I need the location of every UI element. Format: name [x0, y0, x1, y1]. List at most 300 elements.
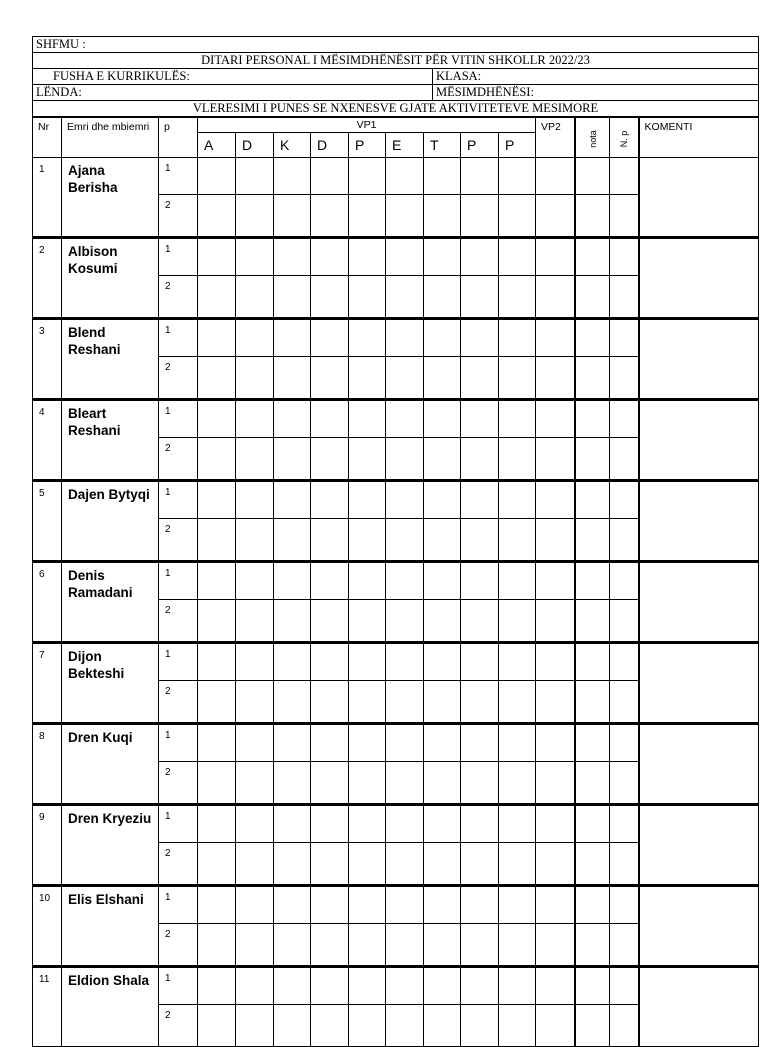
- vp1-grade-cell[interactable]: [236, 805, 274, 843]
- vp1-grade-cell[interactable]: [461, 967, 499, 1005]
- column-header-p: p: [159, 118, 198, 158]
- vp1-grade-cell[interactable]: [311, 195, 349, 238]
- vp1-grade-cell[interactable]: [198, 195, 236, 238]
- vp1-grade-cell[interactable]: [386, 967, 424, 1005]
- nota-cell[interactable]: [575, 843, 610, 886]
- np-cell[interactable]: [610, 276, 639, 319]
- comment-cell[interactable]: [639, 319, 759, 400]
- vp1-grade-cell[interactable]: [198, 843, 236, 886]
- vp1-grade-cell[interactable]: [424, 886, 461, 924]
- vp1-grade-cell[interactable]: [461, 924, 499, 967]
- vp1-grade-cell[interactable]: [461, 762, 499, 805]
- vp1-grade-cell[interactable]: [461, 481, 499, 519]
- vp1-grade-cell[interactable]: [198, 400, 236, 438]
- vp1-grade-cell[interactable]: [274, 967, 311, 1005]
- np-cell[interactable]: [610, 195, 639, 238]
- vp1-grade-cell[interactable]: [311, 481, 349, 519]
- vp1-grade-cell[interactable]: [461, 724, 499, 762]
- nota-cell[interactable]: [575, 681, 610, 724]
- column-header-komenti: KOMENTI: [639, 118, 759, 158]
- vp1-grade-cell[interactable]: [311, 562, 349, 600]
- student-name: Albison Kosumi: [62, 238, 159, 319]
- vp1-grade-cell[interactable]: [198, 886, 236, 924]
- vp1-grade-cell[interactable]: [349, 886, 386, 924]
- vp1-grade-cell[interactable]: [499, 762, 536, 805]
- vp1-grade-cell[interactable]: [461, 319, 499, 357]
- nota-cell[interactable]: [575, 1005, 610, 1047]
- vp1-grade-cell[interactable]: [499, 843, 536, 886]
- comment-cell[interactable]: [639, 238, 759, 319]
- nota-cell[interactable]: [575, 924, 610, 967]
- vp1-grade-cell[interactable]: [386, 924, 424, 967]
- vp1-grade-cell[interactable]: [424, 643, 461, 681]
- vp1-grade-cell[interactable]: [274, 319, 311, 357]
- vp1-grade-cell[interactable]: [424, 158, 461, 195]
- vp1-grade-cell[interactable]: [499, 400, 536, 438]
- vp1-grade-cell[interactable]: [349, 438, 386, 481]
- vp1-subheader: P: [461, 133, 499, 158]
- np-cell[interactable]: [610, 643, 639, 681]
- vp1-grade-cell[interactable]: [424, 1005, 461, 1047]
- vp1-grade-cell[interactable]: [461, 195, 499, 238]
- nota-cell[interactable]: [575, 481, 610, 519]
- vp2-grade-cell[interactable]: [536, 924, 575, 967]
- vp1-grade-cell[interactable]: [349, 600, 386, 643]
- np-cell[interactable]: [610, 519, 639, 562]
- vp1-grade-cell[interactable]: [386, 400, 424, 438]
- vp1-grade-cell[interactable]: [424, 195, 461, 238]
- vp1-grade-cell[interactable]: [386, 562, 424, 600]
- vp1-grade-cell[interactable]: [311, 438, 349, 481]
- comment-cell[interactable]: [639, 400, 759, 481]
- vp1-grade-cell[interactable]: [274, 843, 311, 886]
- vp2-grade-cell[interactable]: [536, 357, 575, 400]
- vp1-grade-cell[interactable]: [386, 481, 424, 519]
- vp1-grade-cell[interactable]: [236, 1005, 274, 1047]
- nota-cell[interactable]: [575, 319, 610, 357]
- vp2-grade-cell[interactable]: [536, 967, 575, 1005]
- vp1-grade-cell[interactable]: [349, 357, 386, 400]
- nota-cell[interactable]: [575, 195, 610, 238]
- vp1-grade-cell[interactable]: [499, 805, 536, 843]
- comment-cell[interactable]: [639, 643, 759, 724]
- vp1-grade-cell[interactable]: [311, 319, 349, 357]
- vp1-grade-cell[interactable]: [499, 643, 536, 681]
- nota-cell[interactable]: [575, 886, 610, 924]
- nota-cell[interactable]: [575, 357, 610, 400]
- nota-cell[interactable]: [575, 967, 610, 1005]
- vp1-grade-cell[interactable]: [349, 681, 386, 724]
- np-cell[interactable]: [610, 158, 639, 195]
- comment-cell[interactable]: [639, 886, 759, 967]
- vp1-grade-cell[interactable]: [349, 843, 386, 886]
- vp1-grade-cell[interactable]: [311, 357, 349, 400]
- vp1-grade-cell[interactable]: [424, 400, 461, 438]
- table-row: [33, 158, 759, 195]
- np-cell[interactable]: [610, 238, 639, 276]
- vp1-grade-cell[interactable]: [349, 276, 386, 319]
- vp1-grade-cell[interactable]: [349, 1005, 386, 1047]
- column-header-vp2: VP2: [536, 118, 575, 158]
- vp1-grade-cell[interactable]: [274, 158, 311, 195]
- vp2-grade-cell[interactable]: [536, 643, 575, 681]
- vp1-grade-cell[interactable]: [236, 762, 274, 805]
- vp1-grade-cell[interactable]: [499, 276, 536, 319]
- vp2-grade-cell[interactable]: [536, 681, 575, 724]
- period-label: 2: [159, 276, 198, 319]
- vp1-grade-cell[interactable]: [499, 158, 536, 195]
- vp1-grade-cell[interactable]: [274, 762, 311, 805]
- vp2-grade-cell[interactable]: [536, 276, 575, 319]
- vp1-grade-cell[interactable]: [274, 481, 311, 519]
- vp1-grade-cell[interactable]: [274, 805, 311, 843]
- vp1-grade-cell[interactable]: [386, 438, 424, 481]
- class-field[interactable]: KLASA:: [433, 69, 759, 85]
- vp1-grade-cell[interactable]: [236, 400, 274, 438]
- vp1-grade-cell[interactable]: [461, 158, 499, 195]
- vp1-grade-cell[interactable]: [274, 886, 311, 924]
- nota-cell[interactable]: [575, 519, 610, 562]
- vp1-subheader: A: [198, 133, 236, 158]
- vp1-grade-cell[interactable]: [236, 276, 274, 319]
- vp1-grade-cell[interactable]: [349, 724, 386, 762]
- vp1-grade-cell[interactable]: [311, 238, 349, 276]
- nota-cell[interactable]: [575, 762, 610, 805]
- vp1-grade-cell[interactable]: [349, 400, 386, 438]
- vp2-grade-cell[interactable]: [536, 724, 575, 762]
- vp1-grade-cell[interactable]: [499, 481, 536, 519]
- vp1-grade-cell[interactable]: [198, 238, 236, 276]
- nota-cell[interactable]: [575, 600, 610, 643]
- vp1-grade-cell[interactable]: [198, 319, 236, 357]
- vp1-grade-cell[interactable]: [499, 519, 536, 562]
- vp1-grade-cell[interactable]: [311, 886, 349, 924]
- vp1-grade-cell[interactable]: [499, 924, 536, 967]
- np-cell[interactable]: [610, 400, 639, 438]
- vp1-grade-cell[interactable]: [461, 681, 499, 724]
- nota-cell[interactable]: [575, 438, 610, 481]
- vp2-grade-cell[interactable]: [536, 886, 575, 924]
- vp1-grade-cell[interactable]: [461, 843, 499, 886]
- vp1-grade-cell[interactable]: [349, 238, 386, 276]
- subject-field[interactable]: LËNDA:: [33, 85, 433, 101]
- vp1-grade-cell[interactable]: [274, 681, 311, 724]
- np-cell[interactable]: [610, 967, 639, 1005]
- vp1-grade-cell[interactable]: [198, 519, 236, 562]
- vp2-grade-cell[interactable]: [536, 562, 575, 600]
- vp1-subheader: T: [424, 133, 461, 158]
- nota-cell[interactable]: [575, 276, 610, 319]
- vp1-grade-cell[interactable]: [461, 886, 499, 924]
- student-number: 7: [33, 643, 62, 724]
- vp1-grade-cell[interactable]: [236, 238, 274, 276]
- vp2-grade-cell[interactable]: [536, 481, 575, 519]
- vp1-grade-cell[interactable]: [236, 724, 274, 762]
- vp1-grade-cell[interactable]: [198, 357, 236, 400]
- comment-cell[interactable]: [639, 481, 759, 562]
- vp1-grade-cell[interactable]: [386, 1005, 424, 1047]
- vp1-grade-cell[interactable]: [499, 238, 536, 276]
- vp1-grade-cell[interactable]: [461, 519, 499, 562]
- vp1-grade-cell[interactable]: [274, 562, 311, 600]
- vp1-grade-cell[interactable]: [198, 481, 236, 519]
- nota-cell[interactable]: [575, 238, 610, 276]
- vp2-grade-cell[interactable]: [536, 1005, 575, 1047]
- vp1-grade-cell[interactable]: [236, 886, 274, 924]
- vp1-grade-cell[interactable]: [499, 967, 536, 1005]
- vp1-grade-cell[interactable]: [198, 562, 236, 600]
- vp1-grade-cell[interactable]: [198, 438, 236, 481]
- vp1-grade-cell[interactable]: [349, 762, 386, 805]
- vp1-grade-cell[interactable]: [198, 724, 236, 762]
- np-cell[interactable]: [610, 924, 639, 967]
- vp1-grade-cell[interactable]: [424, 319, 461, 357]
- vp1-grade-cell[interactable]: [424, 843, 461, 886]
- vp1-grade-cell[interactable]: [461, 276, 499, 319]
- table-row: [33, 319, 759, 357]
- vp1-grade-cell[interactable]: [386, 843, 424, 886]
- vp1-grade-cell[interactable]: [461, 562, 499, 600]
- nota-cell[interactable]: [575, 724, 610, 762]
- np-cell[interactable]: [610, 562, 639, 600]
- vp1-grade-cell[interactable]: [198, 158, 236, 195]
- vp1-grade-cell[interactable]: [386, 886, 424, 924]
- vp1-grade-cell[interactable]: [386, 276, 424, 319]
- vp2-grade-cell[interactable]: [536, 158, 575, 195]
- vp1-grade-cell[interactable]: [386, 519, 424, 562]
- vp1-grade-cell[interactable]: [236, 681, 274, 724]
- nota-cell[interactable]: [575, 562, 610, 600]
- vp1-grade-cell[interactable]: [461, 600, 499, 643]
- vp1-grade-cell[interactable]: [386, 195, 424, 238]
- vp1-grade-cell[interactable]: [424, 762, 461, 805]
- vp1-grade-cell[interactable]: [424, 357, 461, 400]
- vp1-grade-cell[interactable]: [236, 924, 274, 967]
- vp1-grade-cell[interactable]: [424, 600, 461, 643]
- nota-cell[interactable]: [575, 805, 610, 843]
- comment-cell[interactable]: [639, 805, 759, 886]
- student-number: 11: [33, 967, 62, 1047]
- vp1-grade-cell[interactable]: [386, 319, 424, 357]
- vp1-grade-cell[interactable]: [198, 805, 236, 843]
- vp1-grade-cell[interactable]: [349, 924, 386, 967]
- vp1-grade-cell[interactable]: [349, 967, 386, 1005]
- vp2-grade-cell[interactable]: [536, 805, 575, 843]
- vp1-grade-cell[interactable]: [349, 481, 386, 519]
- teacher-field[interactable]: MËSIMDHËNËSI:: [433, 85, 759, 101]
- vp1-grade-cell[interactable]: [424, 276, 461, 319]
- vp1-grade-cell[interactable]: [311, 843, 349, 886]
- vp2-grade-cell[interactable]: [536, 195, 575, 238]
- vp1-grade-cell[interactable]: [274, 357, 311, 400]
- nota-cell[interactable]: [575, 643, 610, 681]
- vp1-grade-cell[interactable]: [274, 238, 311, 276]
- vp1-grade-cell[interactable]: [424, 681, 461, 724]
- vp1-grade-cell[interactable]: [236, 843, 274, 886]
- vp1-grade-cell[interactable]: [461, 643, 499, 681]
- comment-cell[interactable]: [639, 724, 759, 805]
- vp1-grade-cell[interactable]: [274, 600, 311, 643]
- vp1-grade-cell[interactable]: [198, 681, 236, 724]
- table-row: [33, 724, 759, 762]
- np-cell[interactable]: [610, 762, 639, 805]
- vp1-grade-cell[interactable]: [311, 724, 349, 762]
- vp1-grade-cell[interactable]: [349, 319, 386, 357]
- vp1-grade-cell[interactable]: [274, 643, 311, 681]
- vp1-grade-cell[interactable]: [274, 724, 311, 762]
- vp1-grade-cell[interactable]: [349, 643, 386, 681]
- vp2-grade-cell[interactable]: [536, 519, 575, 562]
- vp1-grade-cell[interactable]: [424, 519, 461, 562]
- vp1-grade-cell[interactable]: [236, 357, 274, 400]
- vp1-grade-cell[interactable]: [424, 805, 461, 843]
- column-header-nota: [575, 118, 610, 158]
- period-label: 2: [159, 438, 198, 481]
- student-name: Blend Reshani: [62, 319, 159, 400]
- table-row: [33, 400, 759, 438]
- curriculum-field[interactable]: FUSHA E KURRIKULËS:: [33, 69, 433, 85]
- vp1-grade-cell[interactable]: [236, 562, 274, 600]
- vp1-grade-cell[interactable]: [386, 762, 424, 805]
- vp1-grade-cell[interactable]: [424, 967, 461, 1005]
- vp1-grade-cell[interactable]: [236, 319, 274, 357]
- comment-cell[interactable]: [639, 967, 759, 1047]
- vp1-grade-cell[interactable]: [274, 400, 311, 438]
- vp1-grade-cell[interactable]: [386, 681, 424, 724]
- vp1-grade-cell[interactable]: [424, 562, 461, 600]
- vp1-grade-cell[interactable]: [461, 1005, 499, 1047]
- vp1-grade-cell[interactable]: [198, 643, 236, 681]
- vp1-grade-cell[interactable]: [349, 805, 386, 843]
- vp1-grade-cell[interactable]: [311, 924, 349, 967]
- vp1-grade-cell[interactable]: [499, 438, 536, 481]
- vp1-grade-cell[interactable]: [311, 643, 349, 681]
- vp1-grade-cell[interactable]: [386, 158, 424, 195]
- vp1-grade-cell[interactable]: [198, 924, 236, 967]
- vp1-grade-cell[interactable]: [499, 724, 536, 762]
- vp2-grade-cell[interactable]: [536, 762, 575, 805]
- vp1-grade-cell[interactable]: [198, 600, 236, 643]
- vp1-grade-cell[interactable]: [274, 195, 311, 238]
- vp1-grade-cell[interactable]: [311, 158, 349, 195]
- vp1-grade-cell[interactable]: [424, 724, 461, 762]
- np-cell[interactable]: [610, 843, 639, 886]
- vp1-grade-cell[interactable]: [311, 400, 349, 438]
- vp1-grade-cell[interactable]: [311, 762, 349, 805]
- vp1-grade-cell[interactable]: [386, 238, 424, 276]
- vp1-grade-cell[interactable]: [236, 600, 274, 643]
- vp1-grade-cell[interactable]: [198, 967, 236, 1005]
- vp1-grade-cell[interactable]: [236, 643, 274, 681]
- np-cell[interactable]: [610, 357, 639, 400]
- vp1-grade-cell[interactable]: [424, 438, 461, 481]
- vp1-grade-cell[interactable]: [349, 158, 386, 195]
- np-cell[interactable]: [610, 681, 639, 724]
- vp1-grade-cell[interactable]: [274, 276, 311, 319]
- vp1-grade-cell[interactable]: [274, 924, 311, 967]
- vp1-grade-cell[interactable]: [311, 805, 349, 843]
- vp1-grade-cell[interactable]: [198, 762, 236, 805]
- np-cell[interactable]: [610, 724, 639, 762]
- vp1-grade-cell[interactable]: [424, 924, 461, 967]
- vp1-grade-cell[interactable]: [386, 643, 424, 681]
- vp2-grade-cell[interactable]: [536, 843, 575, 886]
- vp1-grade-cell[interactable]: [386, 357, 424, 400]
- vp1-grade-cell[interactable]: [236, 438, 274, 481]
- np-cell[interactable]: [610, 805, 639, 843]
- vp1-grade-cell[interactable]: [461, 400, 499, 438]
- vp1-grade-cell[interactable]: [236, 158, 274, 195]
- np-cell[interactable]: [610, 319, 639, 357]
- vp1-grade-cell[interactable]: [499, 681, 536, 724]
- vp1-grade-cell[interactable]: [386, 805, 424, 843]
- vp1-grade-cell[interactable]: [311, 1005, 349, 1047]
- vp1-grade-cell[interactable]: [274, 438, 311, 481]
- student-number: 10: [33, 886, 62, 967]
- vp1-grade-cell[interactable]: [424, 238, 461, 276]
- nota-cell[interactable]: [575, 400, 610, 438]
- np-cell[interactable]: [610, 481, 639, 519]
- vp1-grade-cell[interactable]: [386, 600, 424, 643]
- vp1-grade-cell[interactable]: [274, 1005, 311, 1047]
- vp1-grade-cell[interactable]: [499, 195, 536, 238]
- school-field[interactable]: SHFMU :: [33, 37, 759, 53]
- vp1-grade-cell[interactable]: [424, 481, 461, 519]
- vp1-grade-cell[interactable]: [386, 724, 424, 762]
- vp1-grade-cell[interactable]: [499, 357, 536, 400]
- vp1-grade-cell[interactable]: [349, 195, 386, 238]
- np-cell[interactable]: [610, 886, 639, 924]
- vp1-grade-cell[interactable]: [499, 319, 536, 357]
- vp1-grade-cell[interactable]: [461, 438, 499, 481]
- vp1-grade-cell[interactable]: [311, 681, 349, 724]
- np-cell[interactable]: [610, 438, 639, 481]
- vp1-grade-cell[interactable]: [349, 519, 386, 562]
- vp1-grade-cell[interactable]: [274, 519, 311, 562]
- np-cell[interactable]: [610, 1005, 639, 1047]
- vp2-grade-cell[interactable]: [536, 438, 575, 481]
- vp1-grade-cell[interactable]: [236, 967, 274, 1005]
- vp1-grade-cell[interactable]: [499, 886, 536, 924]
- student-name: Elis Elshani: [62, 886, 159, 967]
- vp1-grade-cell[interactable]: [236, 519, 274, 562]
- vp1-grade-cell[interactable]: [311, 600, 349, 643]
- vp1-grade-cell[interactable]: [198, 276, 236, 319]
- vp2-grade-cell[interactable]: [536, 319, 575, 357]
- vp1-grade-cell[interactable]: [499, 1005, 536, 1047]
- vp1-grade-cell[interactable]: [349, 562, 386, 600]
- vp1-grade-cell[interactable]: [311, 519, 349, 562]
- vp1-grade-cell[interactable]: [499, 600, 536, 643]
- vp1-grade-cell[interactable]: [461, 238, 499, 276]
- vp2-grade-cell[interactable]: [536, 400, 575, 438]
- vp2-grade-cell[interactable]: [536, 600, 575, 643]
- vp1-grade-cell[interactable]: [461, 357, 499, 400]
- period-label: 1: [159, 724, 198, 762]
- np-cell[interactable]: [610, 600, 639, 643]
- vp1-grade-cell[interactable]: [311, 276, 349, 319]
- vp1-grade-cell[interactable]: [236, 481, 274, 519]
- vp1-grade-cell[interactable]: [499, 562, 536, 600]
- comment-cell[interactable]: [639, 158, 759, 238]
- vp1-grade-cell[interactable]: [311, 967, 349, 1005]
- vp2-grade-cell[interactable]: [536, 238, 575, 276]
- nota-cell[interactable]: [575, 158, 610, 195]
- comment-cell[interactable]: [639, 562, 759, 643]
- vp1-grade-cell[interactable]: [198, 1005, 236, 1047]
- vp1-grade-cell[interactable]: [461, 805, 499, 843]
- vp1-grade-cell[interactable]: [236, 195, 274, 238]
